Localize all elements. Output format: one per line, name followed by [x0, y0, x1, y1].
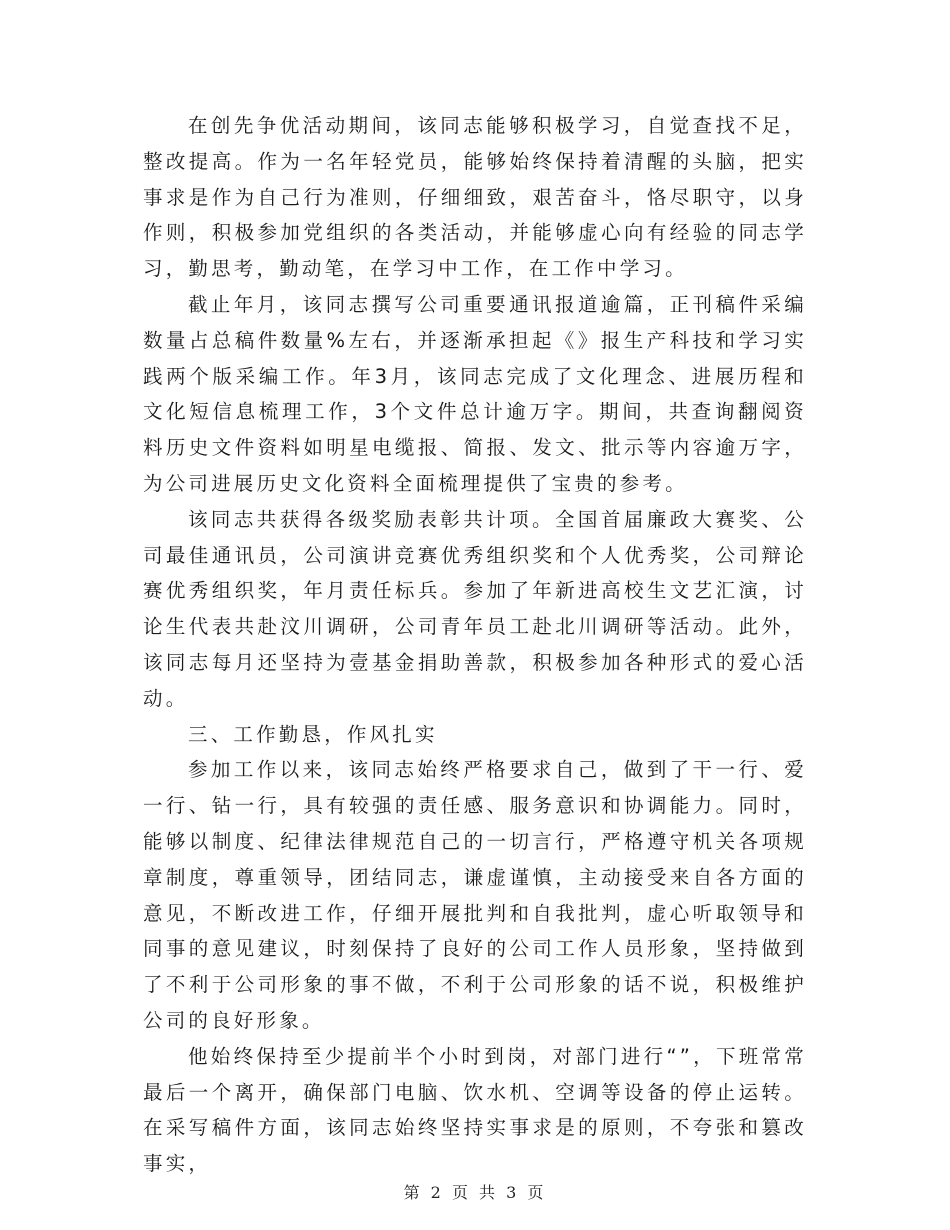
paragraph-punctuality: 他始终保持至少提前半个小时到岗，对部门进行“”，下班常常最后一个离开，确保部门电脑、饮水机、空调等设备的停止运转。在采写稿件方面，该同志始终坚持实事求是的原则，不夸张和篡改事实，	[143, 1044, 807, 1176]
paragraph-work-attitude: 参加工作以来，该同志始终严格要求自己，做到了干一行、爱一行、钻一行，具有较强的责任感、服务意识和协调能力。同时，能够以制度、纪律法律规范自己的一切言行，严格遵守机关各项规章制度，尊重领导，团结同志，谦虚谨慎，主动接受来自各方面的意见，不断改进工作，仔细开展批判和自我批判，虚心听取领导和同事的意见建议，时刻保持了良好的公司工作人员形象，坚持做到了不利于公司形象的事不做，不利于公司形象的话不说，积极维护公司的良好形象。	[143, 758, 807, 1032]
page-number-footer: 第 2 页 共 3 页	[403, 1183, 547, 1202]
section-heading-work-style: 三、工作勤恳，作风扎实	[188, 722, 438, 746]
document-body	[143, 108, 807, 1182]
paragraph-study: 在创先争优活动期间，该同志能够积极学习，自觉查找不足，整改提高。作为一名年轻党员，能够始终保持着清醒的头脑，把实事求是作为自己行为准则，仔细细致，艰苦奋斗，恪尽职守，以身作则，积极参加党组织的各类活动，并能够虚心向有经验的同志学习，勤思考，勤动笔，在学习中工作，在工作中学习。	[143, 114, 807, 281]
paragraph-awards: 该同志共获得各级奖励表彰共计项。全国首届廉政大赛奖、公司最佳通讯员，公司演讲竞赛优秀组织奖和个人优秀奖，公司辩论赛优秀组织奖，年月责任标兵。参加了年新进高校生文艺汇演，讨论生代表共赴汶川调研，公司青年员工赴北川调研等活动。此外，该同志每月还坚持为壹基金捐助善款，积极参加各种形式的爱心活动。	[143, 507, 807, 710]
paragraph-writing-output: 截止年月，该同志撰写公司重要通讯报道逾篇，正刊稿件采编数量占总稿件数量%左右，并逐渐承担起《》报生产科技和学习实践两个版采编工作。年3月，该同志完成了文化理念、进展历程和文化短信息梳理工作，3个文件总计逾万字。期间，共查询翻阅资料历史文件资料如明星电缆报、简报、发文、批示等内容逾万字，为公司进展历史文化资料全面梳理提供了宝贵的参考。	[143, 292, 807, 495]
